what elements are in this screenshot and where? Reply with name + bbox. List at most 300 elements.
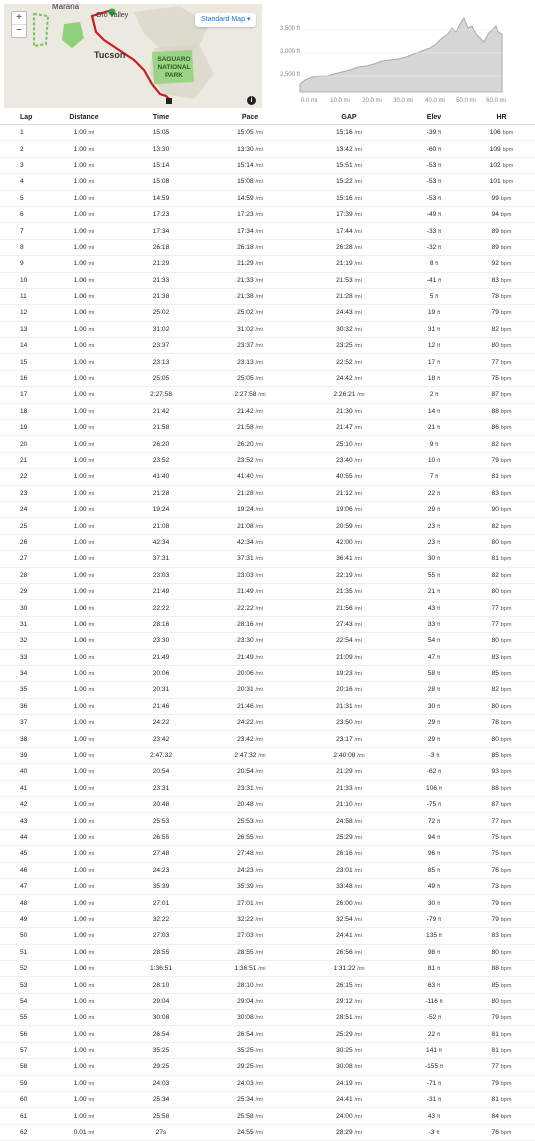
distance-unit: mi	[88, 474, 95, 481]
laps-table	[0, 110, 535, 1141]
time-value: 21:28	[152, 489, 170, 497]
gap-value: 23:17	[336, 735, 353, 743]
cell-gap	[298, 305, 400, 321]
time-value: 21:42	[152, 407, 170, 415]
elev-value: 10	[427, 457, 436, 464]
hr-value: 99	[491, 194, 499, 202]
cell-lap	[0, 256, 48, 272]
cell-hr	[468, 960, 535, 976]
cell-lap	[0, 501, 48, 517]
time-value: 30:08	[152, 1014, 170, 1022]
cell-time	[120, 895, 202, 911]
info-icon[interactable]: i	[247, 96, 256, 105]
cell-lap	[0, 420, 48, 436]
elev-value: 29	[427, 506, 436, 514]
elev-unit: ft	[437, 1113, 441, 1120]
table-row[interactable]	[0, 125, 535, 141]
cell-hr	[468, 1075, 535, 1091]
table-row[interactable]	[0, 1108, 535, 1124]
distance-value: 1.00	[73, 342, 87, 350]
time-value: 21:29	[152, 260, 170, 268]
distance-value: 1.00	[73, 227, 87, 235]
table-row[interactable]	[0, 780, 535, 796]
col-header-hr[interactable]: HR	[468, 110, 535, 125]
distance-value: 1.00	[73, 735, 87, 743]
table-row[interactable]	[0, 583, 535, 599]
table-row[interactable]	[0, 1042, 535, 1058]
table-row[interactable]	[0, 764, 535, 780]
table-row[interactable]	[0, 567, 535, 583]
col-header-distance[interactable]: Distance	[48, 110, 120, 125]
hr-unit: bpm	[500, 1113, 512, 1120]
elev-value: 21	[427, 424, 436, 432]
table-row[interactable]	[0, 370, 535, 386]
table-row[interactable]	[0, 977, 535, 993]
distance-unit: mi	[88, 818, 95, 825]
gap-unit: /mi	[354, 556, 362, 563]
hr-value: 101	[489, 178, 501, 186]
cell-gap	[298, 157, 400, 173]
cell-hr	[468, 518, 535, 534]
table-row[interactable]	[0, 862, 535, 878]
cell-distance	[48, 420, 120, 436]
table-row[interactable]	[0, 600, 535, 616]
col-header-time[interactable]: Time	[120, 110, 202, 125]
hr-value: 80	[491, 948, 499, 956]
lap-value: 54	[20, 997, 28, 1005]
lap-value: 13	[20, 325, 28, 333]
table-row[interactable]	[0, 649, 535, 665]
distance-unit: mi	[88, 654, 95, 661]
cell-gap	[298, 780, 400, 796]
lap-value: 17	[20, 391, 28, 399]
table-row[interactable]	[0, 256, 535, 272]
pace-value: 25:34	[237, 1096, 254, 1104]
gap-unit: /mi	[354, 867, 362, 874]
cell-distance	[48, 1075, 120, 1091]
cell-time	[120, 649, 202, 665]
cell-distance	[48, 567, 120, 583]
pace-value: 21:58	[237, 424, 254, 432]
gap-value: 24:19	[336, 1079, 353, 1087]
lap-value: 53	[20, 981, 28, 989]
map-label-tucson: Tucson	[94, 50, 126, 60]
cell-time	[120, 944, 202, 960]
gap-unit: /mi	[354, 408, 362, 415]
table-row[interactable]	[0, 288, 535, 304]
cell-distance	[48, 813, 120, 829]
x-tick-label: 40.0 mi	[425, 98, 445, 104]
time-value: 27:01	[152, 899, 170, 907]
distance-unit: mi	[88, 162, 95, 169]
elev-value: -60	[426, 145, 437, 153]
cell-pace	[202, 993, 298, 1009]
table-row[interactable]	[0, 731, 535, 747]
route-map[interactable]	[4, 4, 262, 108]
pace-value: 24:55	[237, 1129, 254, 1137]
table-row[interactable]	[0, 1092, 535, 1108]
col-header-lap[interactable]: Lap	[0, 110, 48, 125]
cell-gap	[298, 485, 400, 501]
cell-time	[120, 272, 202, 288]
pace-value: 21:28	[237, 489, 254, 497]
cell-lap	[0, 338, 48, 354]
elev-unit: ft	[437, 867, 441, 874]
hr-value: 85	[491, 670, 499, 678]
pace-unit: /mi	[255, 998, 263, 1005]
distance-value: 1.00	[73, 1112, 87, 1120]
pace-value: 21:33	[237, 276, 254, 284]
hr-unit: bpm	[500, 654, 512, 661]
pace-value: 26:54	[237, 1030, 254, 1038]
pace-unit: /mi	[255, 539, 263, 546]
hr-value: 82	[491, 325, 499, 333]
table-row[interactable]	[0, 1059, 535, 1075]
pace-value: 20:06	[237, 670, 254, 678]
hr-value: 81	[491, 555, 499, 563]
cell-elev	[400, 1092, 468, 1108]
gap-unit: /mi	[354, 244, 362, 251]
table-row[interactable]	[0, 928, 535, 944]
pace-unit: /mi	[255, 212, 263, 219]
gap-unit: /mi	[354, 572, 362, 579]
elev-unit: ft	[437, 818, 441, 825]
table-row[interactable]	[0, 944, 535, 960]
table-row[interactable]	[0, 911, 535, 927]
elev-value: -3	[428, 752, 435, 760]
pace-unit: /mi	[255, 720, 263, 727]
cell-pace	[202, 157, 298, 173]
elev-value: 58	[427, 670, 436, 678]
table-row[interactable]	[0, 551, 535, 567]
elev-unit: ft	[437, 1031, 441, 1038]
table-row[interactable]	[0, 616, 535, 632]
hr-unit: bpm	[500, 966, 512, 973]
hr-unit: bpm	[500, 1097, 512, 1104]
cell-time	[120, 1059, 202, 1075]
table-row[interactable]	[0, 846, 535, 862]
table-row[interactable]	[0, 174, 535, 190]
pace-unit: /mi	[255, 916, 263, 923]
pace-value: 21:29	[237, 260, 254, 268]
distance-unit: mi	[88, 966, 95, 973]
time-value: 31:02	[152, 325, 170, 333]
table-row[interactable]	[0, 239, 535, 255]
distance-unit: mi	[88, 261, 95, 268]
lap-value: 32	[20, 637, 28, 645]
gap-unit: /mi	[354, 1113, 362, 1120]
cell-gap	[298, 731, 400, 747]
hr-value: 88	[491, 407, 499, 415]
lap-value: 11	[20, 293, 27, 301]
hr-unit: bpm	[500, 638, 512, 645]
cell-elev	[400, 485, 468, 501]
hr-unit: bpm	[502, 146, 514, 153]
elev-value: 2	[429, 391, 434, 399]
gap-value: 17:39	[336, 211, 353, 219]
cell-elev	[400, 206, 468, 222]
pace-unit: /mi	[255, 949, 263, 956]
elev-unit: ft	[437, 621, 441, 628]
cell-pace	[202, 698, 298, 714]
cell-hr	[468, 1108, 535, 1124]
table-row[interactable]	[0, 501, 535, 517]
table-row[interactable]	[0, 354, 535, 370]
distance-unit: mi	[88, 736, 95, 743]
cell-lap	[0, 141, 48, 157]
zoom-in-button[interactable]: +	[16, 12, 22, 23]
cell-gap	[298, 436, 400, 452]
hr-unit: bpm	[500, 769, 512, 776]
cell-pace	[202, 338, 298, 354]
distance-value: 1.00	[73, 948, 87, 956]
col-header-gap[interactable]: GAP	[298, 110, 400, 125]
gap-unit: /mi	[354, 261, 362, 268]
table-row[interactable]	[0, 698, 535, 714]
time-value: 27:48	[152, 850, 170, 858]
cell-time	[120, 420, 202, 436]
gap-unit: /mi	[354, 1064, 362, 1071]
pace-unit: /mi	[255, 490, 263, 497]
cell-pace	[202, 1042, 298, 1058]
col-header-elev[interactable]: Elev	[400, 110, 468, 125]
cell-distance	[48, 501, 120, 517]
distance-value: 1.00	[73, 161, 87, 169]
distance-unit: mi	[88, 490, 95, 497]
cell-elev	[400, 813, 468, 829]
table-row[interactable]	[0, 878, 535, 894]
table-row[interactable]	[0, 321, 535, 337]
cell-lap	[0, 239, 48, 255]
col-header-pace[interactable]: Pace	[202, 110, 298, 125]
hr-value: 80	[491, 997, 499, 1005]
table-row[interactable]	[0, 813, 535, 829]
lap-value: 12	[20, 309, 28, 317]
gap-unit: /mi	[354, 851, 362, 858]
table-row[interactable]	[0, 1124, 535, 1140]
gap-value: 24:42	[336, 375, 353, 383]
hr-unit: bpm	[500, 425, 512, 432]
table-row[interactable]	[0, 747, 535, 763]
pace-unit: /mi	[255, 244, 263, 251]
gap-unit: /mi	[354, 916, 362, 923]
table-row[interactable]	[0, 665, 535, 681]
table-row[interactable]	[0, 469, 535, 485]
hr-value: 87	[491, 801, 499, 809]
pace-value: 24:22	[237, 719, 254, 727]
hr-value: 82	[491, 571, 499, 579]
cell-time	[120, 698, 202, 714]
cell-hr	[468, 157, 535, 173]
distance-value: 1.00	[73, 850, 87, 858]
cell-lap	[0, 780, 48, 796]
cell-time	[120, 157, 202, 173]
elev-value: 43	[427, 604, 436, 612]
cell-distance	[48, 846, 120, 862]
gap-unit: /mi	[354, 671, 362, 678]
cell-pace	[202, 141, 298, 157]
gap-unit: /mi	[354, 1080, 362, 1087]
gap-unit: /mi	[354, 605, 362, 612]
table-row[interactable]	[0, 338, 535, 354]
cell-hr	[468, 928, 535, 944]
map-type-dropdown[interactable]	[195, 13, 256, 27]
hr-unit: bpm	[500, 867, 512, 874]
zoom-control	[11, 11, 27, 38]
time-value: 15:08	[152, 178, 170, 186]
cell-hr	[468, 1010, 535, 1026]
elev-unit: ft	[437, 556, 441, 563]
cell-lap	[0, 731, 48, 747]
table-row[interactable]	[0, 272, 535, 288]
cell-distance	[48, 600, 120, 616]
lap-value: 18	[20, 407, 28, 415]
gap-value: 22:52	[336, 358, 353, 366]
table-row[interactable]	[0, 1026, 535, 1042]
hr-unit: bpm	[500, 933, 512, 940]
cell-gap	[298, 895, 400, 911]
lap-value: 39	[20, 752, 28, 760]
hr-value: 81	[491, 1096, 499, 1104]
table-row[interactable]	[0, 387, 535, 403]
time-value: 23:37	[152, 342, 170, 350]
elev-unit: ft	[438, 277, 442, 284]
table-row[interactable]	[0, 1010, 535, 1026]
pace-value: 21:49	[237, 588, 254, 596]
cell-distance	[48, 895, 120, 911]
table-row[interactable]	[0, 420, 535, 436]
cell-pace	[202, 1124, 298, 1140]
cell-time	[120, 485, 202, 501]
cell-gap	[298, 469, 400, 485]
elev-value: 85	[427, 866, 436, 874]
table-row[interactable]	[0, 960, 535, 976]
table-row[interactable]	[0, 436, 535, 452]
hr-value: 77	[491, 817, 499, 825]
elev-unit: ft	[436, 753, 440, 760]
table-row[interactable]	[0, 190, 535, 206]
cell-lap	[0, 846, 48, 862]
table-row[interactable]	[0, 682, 535, 698]
time-value: 22:22	[152, 604, 170, 612]
pace-value: 21:42	[237, 407, 254, 415]
table-row[interactable]	[0, 223, 535, 239]
distance-value: 1.00	[73, 932, 87, 940]
hr-unit: bpm	[500, 687, 512, 694]
elev-value: 43	[427, 1112, 436, 1120]
pace-value: 20:54	[237, 768, 254, 776]
table-row[interactable]	[0, 206, 535, 222]
elev-value: 30	[427, 702, 436, 710]
table-row[interactable]	[0, 403, 535, 419]
cell-hr	[468, 256, 535, 272]
cell-elev	[400, 567, 468, 583]
hr-value: 75	[491, 375, 499, 383]
gap-value: 24:41	[336, 1096, 353, 1104]
table-row[interactable]	[0, 993, 535, 1009]
elev-unit: ft	[437, 720, 441, 727]
gap-value: 21:33	[336, 784, 353, 792]
pace-value: 37:31	[237, 555, 254, 563]
cell-lap	[0, 288, 48, 304]
cell-pace	[202, 174, 298, 190]
pace-unit: /mi	[255, 195, 263, 202]
cell-time	[120, 600, 202, 616]
table-row[interactable]	[0, 305, 535, 321]
table-row[interactable]	[0, 518, 535, 534]
distance-value: 1.00	[73, 243, 87, 251]
table-row[interactable]	[0, 534, 535, 550]
table-row[interactable]	[0, 157, 535, 173]
hr-unit: bpm	[500, 310, 512, 317]
pace-unit: /mi	[255, 884, 263, 891]
hr-unit: bpm	[500, 277, 512, 284]
table-row[interactable]	[0, 895, 535, 911]
time-value: 41:40	[152, 473, 170, 481]
cell-distance	[48, 698, 120, 714]
gap-unit: /mi	[354, 638, 362, 645]
table-row[interactable]	[0, 633, 535, 649]
cell-distance	[48, 206, 120, 222]
gap-value: 30:32	[336, 325, 353, 333]
cell-hr	[468, 600, 535, 616]
table-row[interactable]	[0, 797, 535, 813]
table-row[interactable]	[0, 141, 535, 157]
cell-lap	[0, 928, 48, 944]
cell-pace	[202, 567, 298, 583]
elev-unit: ft	[438, 130, 442, 137]
table-row[interactable]	[0, 485, 535, 501]
gap-unit: /mi	[354, 195, 362, 202]
hr-value: 109	[489, 145, 501, 153]
zoom-out-button[interactable]: −	[12, 24, 26, 37]
cell-hr	[468, 190, 535, 206]
elev-value: 12	[427, 342, 436, 350]
cell-lap	[0, 813, 48, 829]
cell-distance	[48, 633, 120, 649]
elev-unit: ft	[438, 162, 442, 169]
cell-distance	[48, 387, 120, 403]
gap-value: 19:23	[336, 670, 353, 678]
cell-lap	[0, 321, 48, 337]
table-row[interactable]	[0, 715, 535, 731]
hr-value: 83	[491, 653, 499, 661]
distance-value: 1.00	[73, 145, 87, 153]
gap-unit: /mi	[354, 458, 362, 464]
table-row[interactable]	[0, 1075, 535, 1091]
elev-unit: ft	[435, 474, 439, 481]
cell-hr	[468, 239, 535, 255]
cell-gap	[298, 878, 400, 894]
cell-gap	[298, 223, 400, 239]
chevron-down-icon: ▾	[246, 16, 251, 23]
cell-hr	[468, 616, 535, 632]
hr-value: 90	[491, 506, 499, 514]
time-value: 15:05	[152, 129, 170, 137]
elev-unit: ft	[437, 458, 441, 464]
lap-value: 2	[20, 145, 24, 153]
elev-unit: ft	[438, 195, 442, 202]
table-row[interactable]	[0, 452, 535, 468]
cell-time	[120, 256, 202, 272]
gap-value: 24:00	[336, 1112, 353, 1120]
gap-unit: /mi	[354, 441, 362, 448]
table-row[interactable]	[0, 829, 535, 845]
cell-elev	[400, 1108, 468, 1124]
cell-gap	[298, 665, 400, 681]
cell-distance	[48, 960, 120, 976]
gap-value: 21:19	[336, 260, 353, 268]
